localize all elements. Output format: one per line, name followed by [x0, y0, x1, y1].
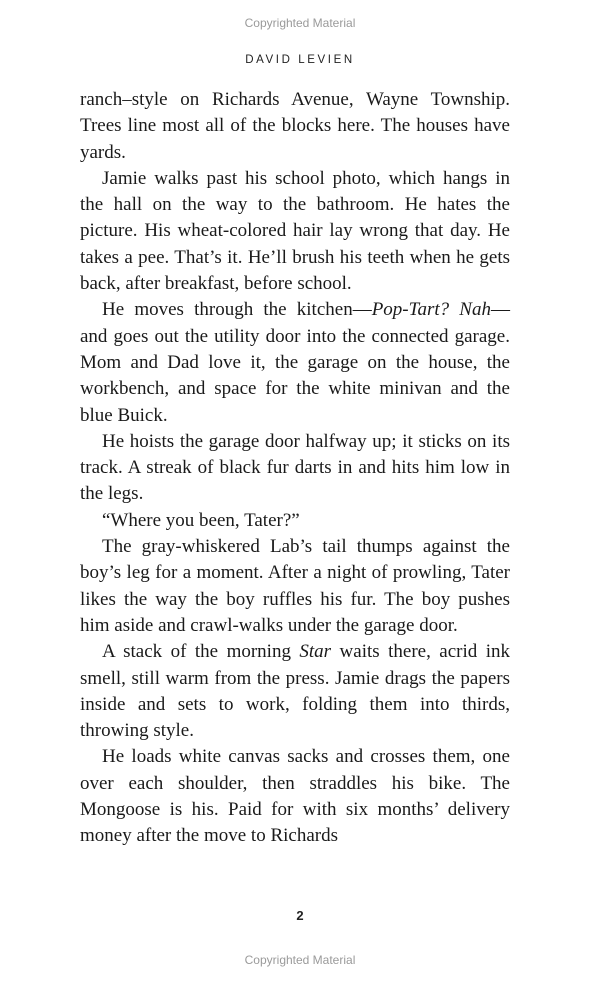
copyright-watermark-bottom: Copyrighted Material: [244, 953, 356, 967]
paragraph-7: A stack of the morning Star waits there, acrid ink smell, still warm from the press. Jamie drags the papers inside and sets to work, folding them into thirds, throwing style.: [80, 641, 510, 742]
newspaper-title: Star: [299, 641, 332, 663]
italic-thought: Pop-Tart? Nah: [371, 299, 491, 321]
paragraph-1: ranch–style on Richards Avenue, Wayne Township. Trees line most all of the blocks here. The houses have yards.: [80, 89, 510, 163]
copyright-watermark-top: Copyrighted Material: [244, 16, 356, 30]
paragraph-8: He loads white canvas sacks and crosses them, one over each shoulder, then straddles his bike. The Mongoose is his. Paid for with six months’ delivery money after the move to Richards: [80, 746, 510, 847]
paragraph-4: He hoists the garage door halfway up; it sticks on its track. A streak of black fur darts in and hits him low in the legs.: [80, 430, 510, 505]
paragraph-5-dialogue: “Where you been, Tater?”: [102, 509, 300, 531]
paragraph-2: Jamie walks past his school photo, which hangs in the hall on the way to the bathroom. He hates the picture. His wheat-colored hair lay wrong that day. He takes a pee. That’s it. He’ll brush his teeth when he gets back, after breakfast, before school.: [80, 167, 510, 295]
paragraph-6: The gray-whiskered Lab’s tail thumps against the boy’s leg for a moment. After a night of prowling, Tater likes the way the boy ruffles his fur. The boy pushes him aside and crawl-walks under the garage door.: [80, 536, 510, 636]
running-head-author: DAVID LEVIEN: [245, 54, 355, 66]
body-text: [80, 87, 510, 850]
paragraph-3: He moves through the kitchen—Pop-Tart? Nah—and goes out the utility door into the connected garage. Mom and Dad love it, the garage on the house, the workbench, and space for the white minivan and the blue Buick.: [80, 299, 510, 426]
page-number: 2: [296, 908, 304, 923]
